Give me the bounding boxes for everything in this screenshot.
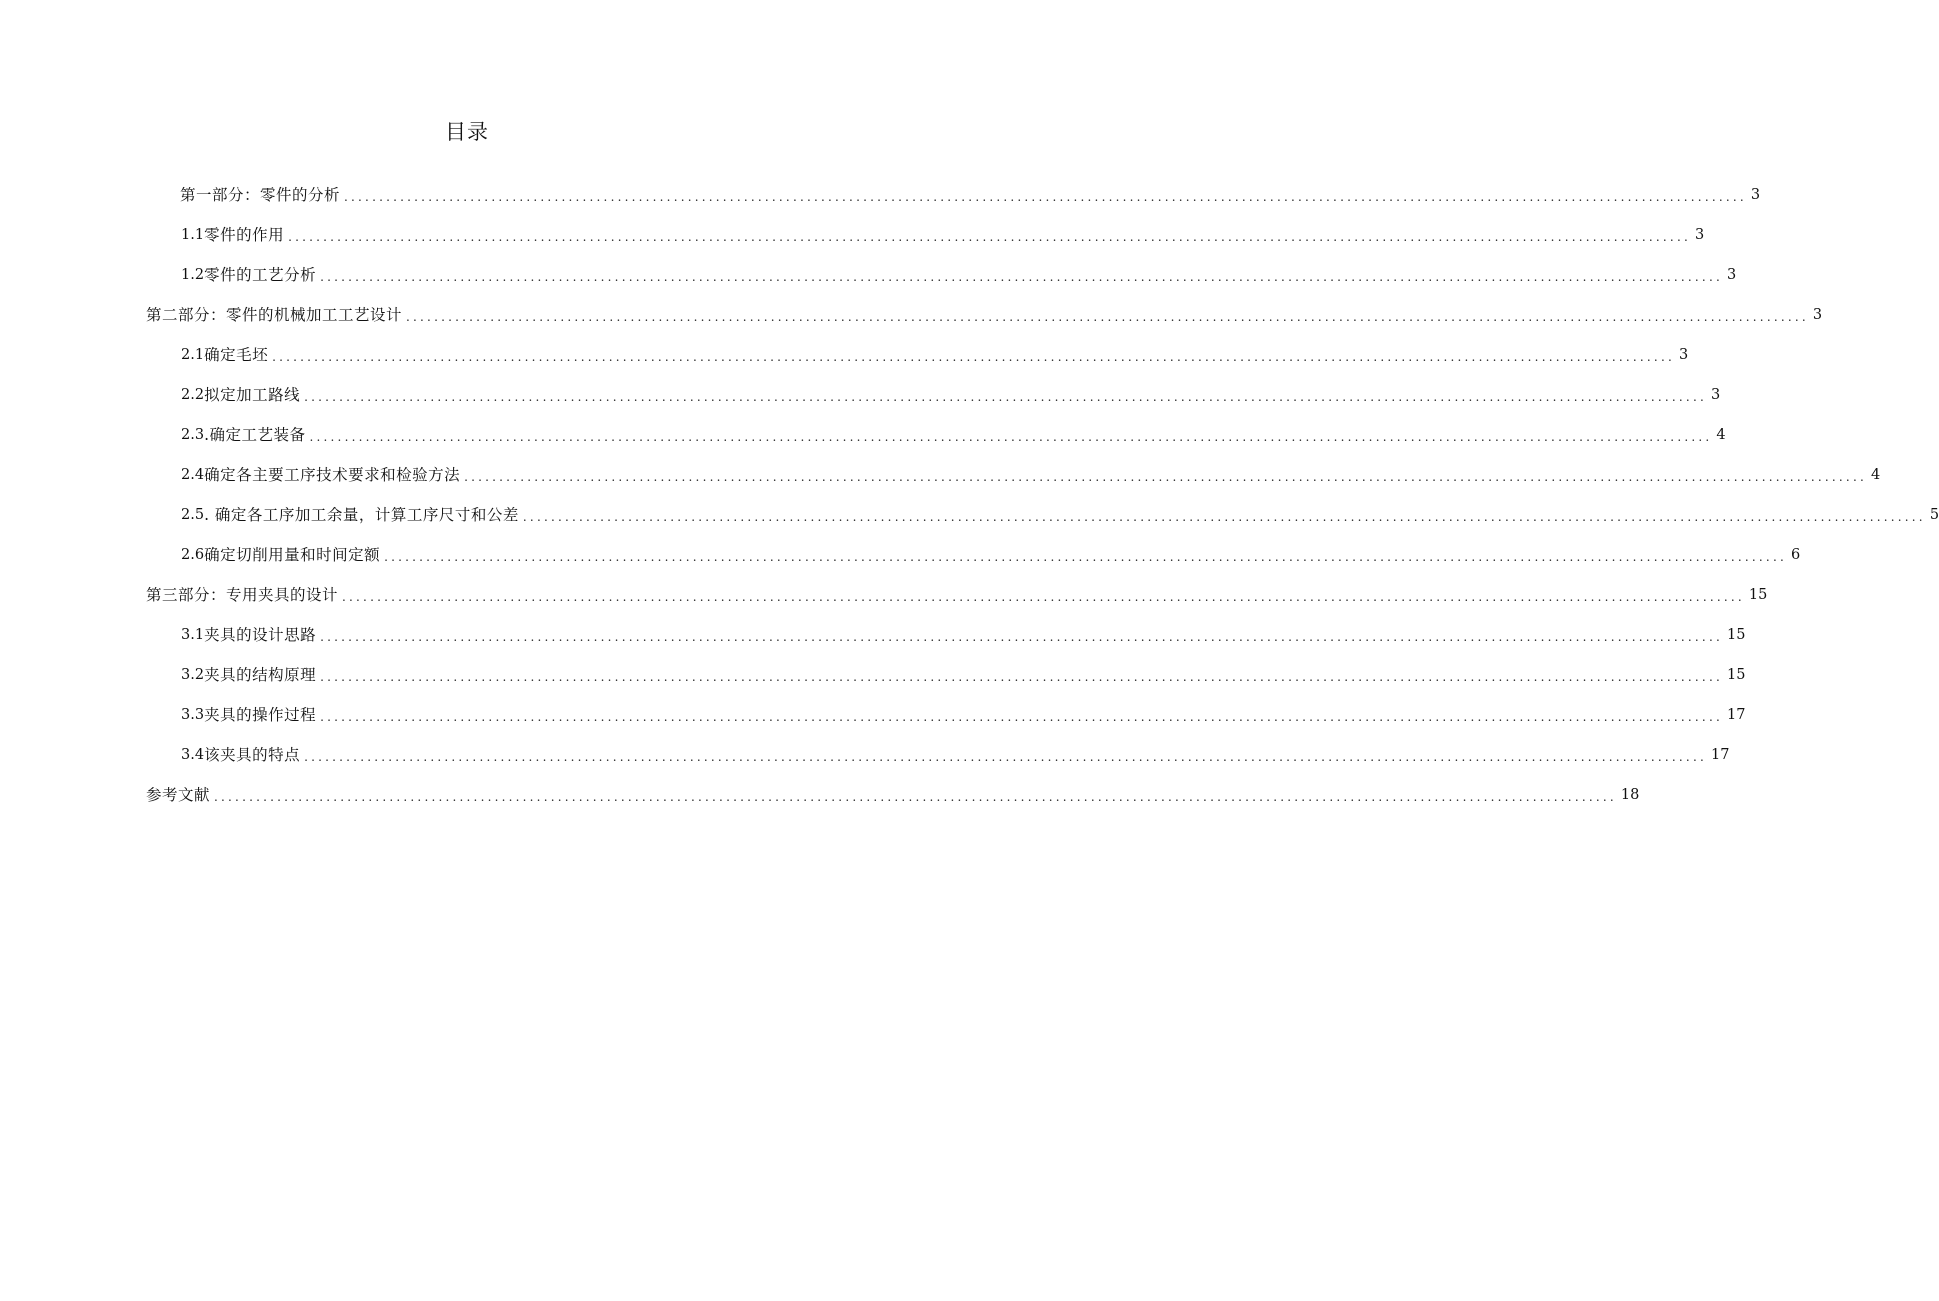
toc-entry[interactable] xyxy=(181,543,1801,567)
toc-entry-label: 参考文献 xyxy=(146,786,211,804)
toc-entry[interactable] xyxy=(181,263,1737,287)
toc-leader-dots: ........................................................................................................................................................................................................ xyxy=(309,430,1713,444)
toc-entry-label: .确定工艺装备 xyxy=(204,426,306,444)
toc-entry[interactable] xyxy=(181,743,1730,767)
toc-entry[interactable] xyxy=(180,183,1761,207)
toc-entry-label: 第三部分：专用夹具的设计 xyxy=(146,586,339,604)
toc-leader-dots: ........................................................................................................................................................................................................ xyxy=(342,590,1745,604)
toc-leader-dots: ........................................................................................................................................................................................................ xyxy=(464,470,1867,484)
toc-leader-dots: ........................................................................................................................................................................................................ xyxy=(320,630,1723,644)
toc-entry-page: 5 xyxy=(1929,507,1939,523)
toc-leader-dots: ........................................................................................................................................................................................................ xyxy=(522,510,1926,524)
toc-leader-dots: ........................................................................................................................................................................................................ xyxy=(304,390,1707,404)
toc-title: 目录 xyxy=(445,120,489,144)
toc-leader-dots: ........................................................................................................................................................................................................ xyxy=(304,750,1707,764)
toc-entry-page: 3 xyxy=(1710,387,1721,403)
toc-entry-page: 18 xyxy=(1620,787,1640,803)
toc-entry-page: 15 xyxy=(1726,627,1746,643)
toc-entry[interactable] xyxy=(181,663,1746,687)
toc-entry-number: 2.1 xyxy=(181,347,205,363)
toc-entry-label: 夹具的操作过程 xyxy=(204,706,317,724)
toc-entry-page: 4 xyxy=(1870,467,1881,483)
toc-entry-page: 17 xyxy=(1726,707,1746,723)
toc-entry-page: 15 xyxy=(1726,667,1746,683)
toc-entry-page: 3 xyxy=(1812,307,1823,323)
toc-entry-label: 零件的工艺分析 xyxy=(204,266,317,284)
toc-leader-dots: ........................................................................................................................................................................................................ xyxy=(344,190,1747,204)
toc-entry-label: 夹具的设计思路 xyxy=(204,626,317,644)
toc-entry-label: 确定毛坯 xyxy=(204,346,269,364)
toc-entry-number: 1.1 xyxy=(181,227,205,243)
toc-entry-page: 15 xyxy=(1748,587,1768,603)
toc-entry-number: 3.3 xyxy=(181,707,205,723)
toc-leader-dots: ........................................................................................................................................................................................................ xyxy=(320,710,1723,724)
toc-entry-label: 该夹具的特点 xyxy=(204,746,301,764)
toc-entry-label: 夹具的结构原理 xyxy=(204,666,317,684)
toc-leader-dots: ........................................................................................................................................................................................................ xyxy=(214,790,1617,804)
toc-entry[interactable] xyxy=(181,463,1881,487)
toc-entry-page: 3 xyxy=(1678,347,1689,363)
toc-entry-number: 2.2 xyxy=(181,387,205,403)
toc-entry-number: 2.4 xyxy=(181,467,205,483)
toc-entry-label: 确定各主要工序技术要求和检验方法 xyxy=(204,466,461,484)
toc-entry-number: 2.5 xyxy=(181,507,205,523)
toc-entry-page: 3 xyxy=(1750,187,1761,203)
toc-entry[interactable] xyxy=(181,623,1746,647)
toc-entry-number: 3.4 xyxy=(181,747,205,763)
toc-entry[interactable] xyxy=(181,503,1939,527)
toc-entry-page: 6 xyxy=(1790,547,1801,563)
toc-entry-label: 拟定加工路线 xyxy=(204,386,301,404)
toc-entry-label: 第二部分：零件的机械加工工艺设计 xyxy=(146,306,403,324)
toc-entry-number: 3.1 xyxy=(181,627,205,643)
toc-leader-dots: ........................................................................................................................................................................................................ xyxy=(406,310,1809,324)
toc-entry[interactable] xyxy=(181,343,1689,367)
toc-entry-page: 3 xyxy=(1726,267,1737,283)
toc-entry-label: 零件的作用 xyxy=(204,226,285,244)
toc-leader-dots: ........................................................................................................................................................................................................ xyxy=(384,550,1787,564)
toc-entry-label: . 确定各工序加工余量，计算工序尺寸和公差 xyxy=(204,506,519,524)
toc-leader-dots: ........................................................................................................................................................................................................ xyxy=(288,230,1691,244)
toc-leader-dots: ........................................................................................................................................................................................................ xyxy=(272,350,1675,364)
toc-entry-number: 1.2 xyxy=(181,267,205,283)
toc-entry-number: 3.2 xyxy=(181,667,205,683)
toc-leader-dots: ........................................................................................................................................................................................................ xyxy=(320,270,1723,284)
toc-entry[interactable] xyxy=(146,303,1823,327)
toc-entry[interactable] xyxy=(181,423,1726,447)
toc-entry-page: 17 xyxy=(1710,747,1730,763)
toc-entry-number: 2.6 xyxy=(181,547,205,563)
toc-entry[interactable] xyxy=(146,783,1640,807)
toc-entry-label: 确定切削用量和时间定额 xyxy=(204,546,381,564)
toc-entry-page: 4 xyxy=(1716,427,1726,443)
toc-entry[interactable] xyxy=(181,703,1746,727)
toc-leader-dots: ........................................................................................................................................................................................................ xyxy=(320,670,1723,684)
toc-entry[interactable] xyxy=(181,383,1721,407)
toc-entry-page: 3 xyxy=(1694,227,1705,243)
toc-entry[interactable] xyxy=(146,583,1768,607)
toc-entry-number: 2.3 xyxy=(181,427,205,443)
toc-entry[interactable] xyxy=(181,223,1705,247)
toc-entry-label: 第一部分：零件的分析 xyxy=(180,186,341,204)
